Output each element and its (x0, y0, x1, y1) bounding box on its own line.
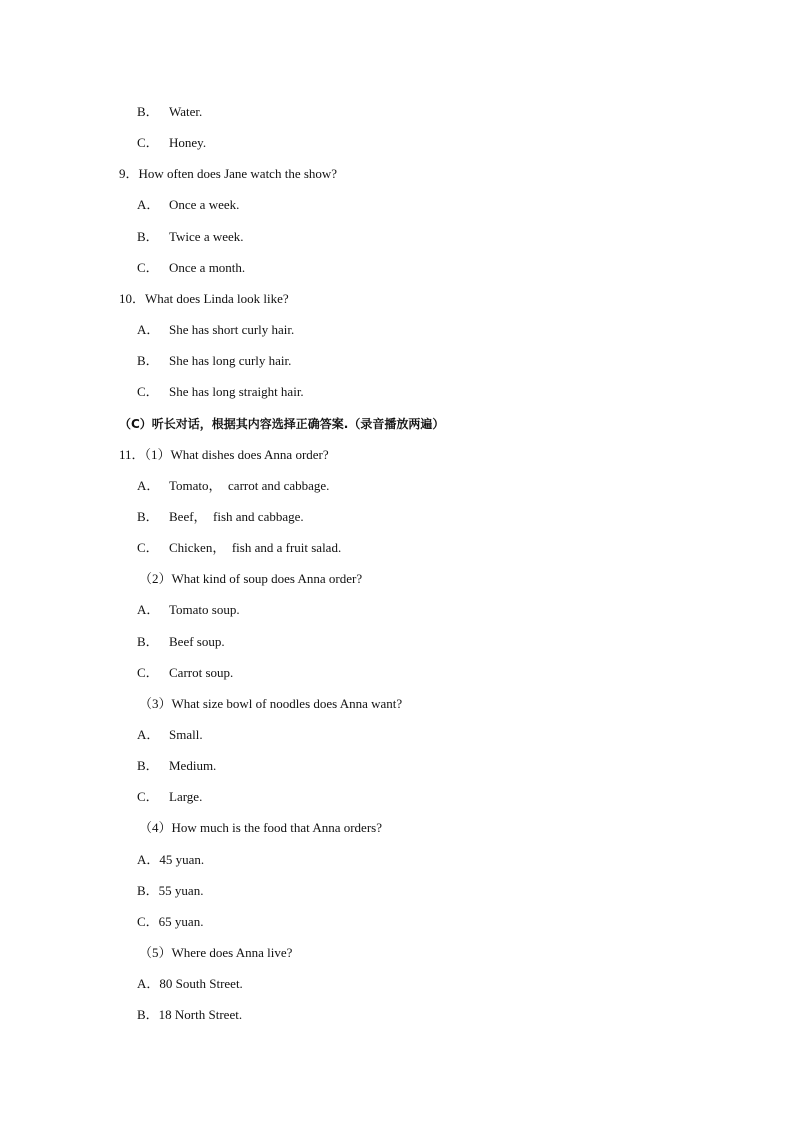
answer-option (137, 756, 216, 776)
answer-option (137, 320, 294, 340)
option-letter: C． (137, 913, 159, 929)
option-letter: A． (137, 322, 160, 337)
option-text: Honey. (169, 135, 207, 151)
question: 11．（1）What dishes does Anna order? (119, 446, 329, 462)
option-letter: A． (137, 602, 160, 618)
answer-option (137, 725, 203, 745)
option-letter: B． (137, 758, 159, 774)
answer-option (137, 102, 202, 122)
answer-option (137, 787, 202, 807)
sub-question: （2）What kind of soup does Anna order? (139, 571, 363, 587)
option-text: Medium. (169, 758, 217, 774)
option-letter: B． (137, 508, 159, 524)
answer-option (137, 600, 240, 620)
option-text: She has long curly hair. (169, 353, 292, 369)
option-letter: B． (137, 228, 159, 244)
option-letter: C． (137, 540, 159, 556)
answer-option (137, 507, 304, 527)
answer-option (137, 476, 329, 496)
option-letter: B． (137, 1007, 159, 1023)
option-text: Once a week. (169, 197, 240, 213)
option-text: Beef soup. (169, 633, 225, 649)
question: 10．What does Linda look like? (119, 290, 289, 306)
option-text: 18 North Street. (158, 1007, 243, 1023)
option-text: 55 yuan. (158, 882, 204, 898)
option-text: Large. (169, 789, 203, 805)
question: 9．How often does Jane watch the show? (119, 166, 338, 182)
answer-option (137, 258, 245, 278)
answer-option (137, 663, 233, 683)
option-letter: C． (137, 259, 159, 275)
option-text: 65 yuan. (158, 913, 204, 929)
option-letter: A． (137, 727, 160, 742)
answer-option (137, 632, 225, 652)
sub-question: （5）Where does Anna live? (139, 945, 293, 960)
option-text: Twice a week. (169, 228, 244, 244)
option-letter: C． (137, 789, 159, 805)
answer-option (137, 195, 239, 215)
answer-option (137, 538, 341, 558)
sub-question: （4）How much is the food that Anna orders? (139, 820, 382, 836)
option-text: 80 South Street. (159, 976, 243, 992)
option-text: She has short curly hair. (169, 322, 295, 337)
answer-option (137, 850, 204, 870)
option-letter: C． (137, 384, 159, 400)
option-letter: A． (137, 477, 160, 493)
option-letter: B． (137, 882, 159, 898)
answer-option (137, 912, 203, 932)
option-letter: A． (137, 197, 160, 213)
option-text: 45 yuan. (159, 851, 205, 867)
answer-option (137, 974, 243, 994)
answer-option (137, 133, 206, 153)
sub-question: （3）What size bowl of noodles does Anna want? (139, 695, 403, 711)
option-text: Water. (169, 104, 203, 119)
option-text: Chicken， fish and a fruit salad. (169, 540, 342, 556)
option-text: Small. (169, 727, 203, 742)
answer-option (137, 1005, 242, 1025)
option-text: Beef， fish and cabbage. (169, 508, 304, 524)
answer-option (137, 382, 304, 402)
option-text: Tomato， carrot and cabbage. (169, 477, 330, 493)
answer-option (137, 227, 244, 247)
answer-option (137, 881, 203, 901)
option-text: Carrot soup. (169, 664, 234, 680)
answer-option (137, 351, 291, 371)
option-letter: B． (137, 104, 159, 119)
option-letter: B． (137, 353, 159, 369)
option-letter: C． (137, 664, 159, 680)
option-letter: B． (137, 633, 159, 649)
option-text: Once a month. (169, 259, 246, 275)
section-heading: （C）听长对话，根据其内容选择正确答案.（录音播放两遍） (119, 416, 445, 431)
option-text: She has long straight hair. (169, 384, 304, 400)
option-letter: A． (137, 851, 160, 867)
option-letter: C． (137, 135, 159, 151)
option-text: Tomato soup. (169, 602, 240, 618)
option-letter: A． (137, 976, 160, 992)
